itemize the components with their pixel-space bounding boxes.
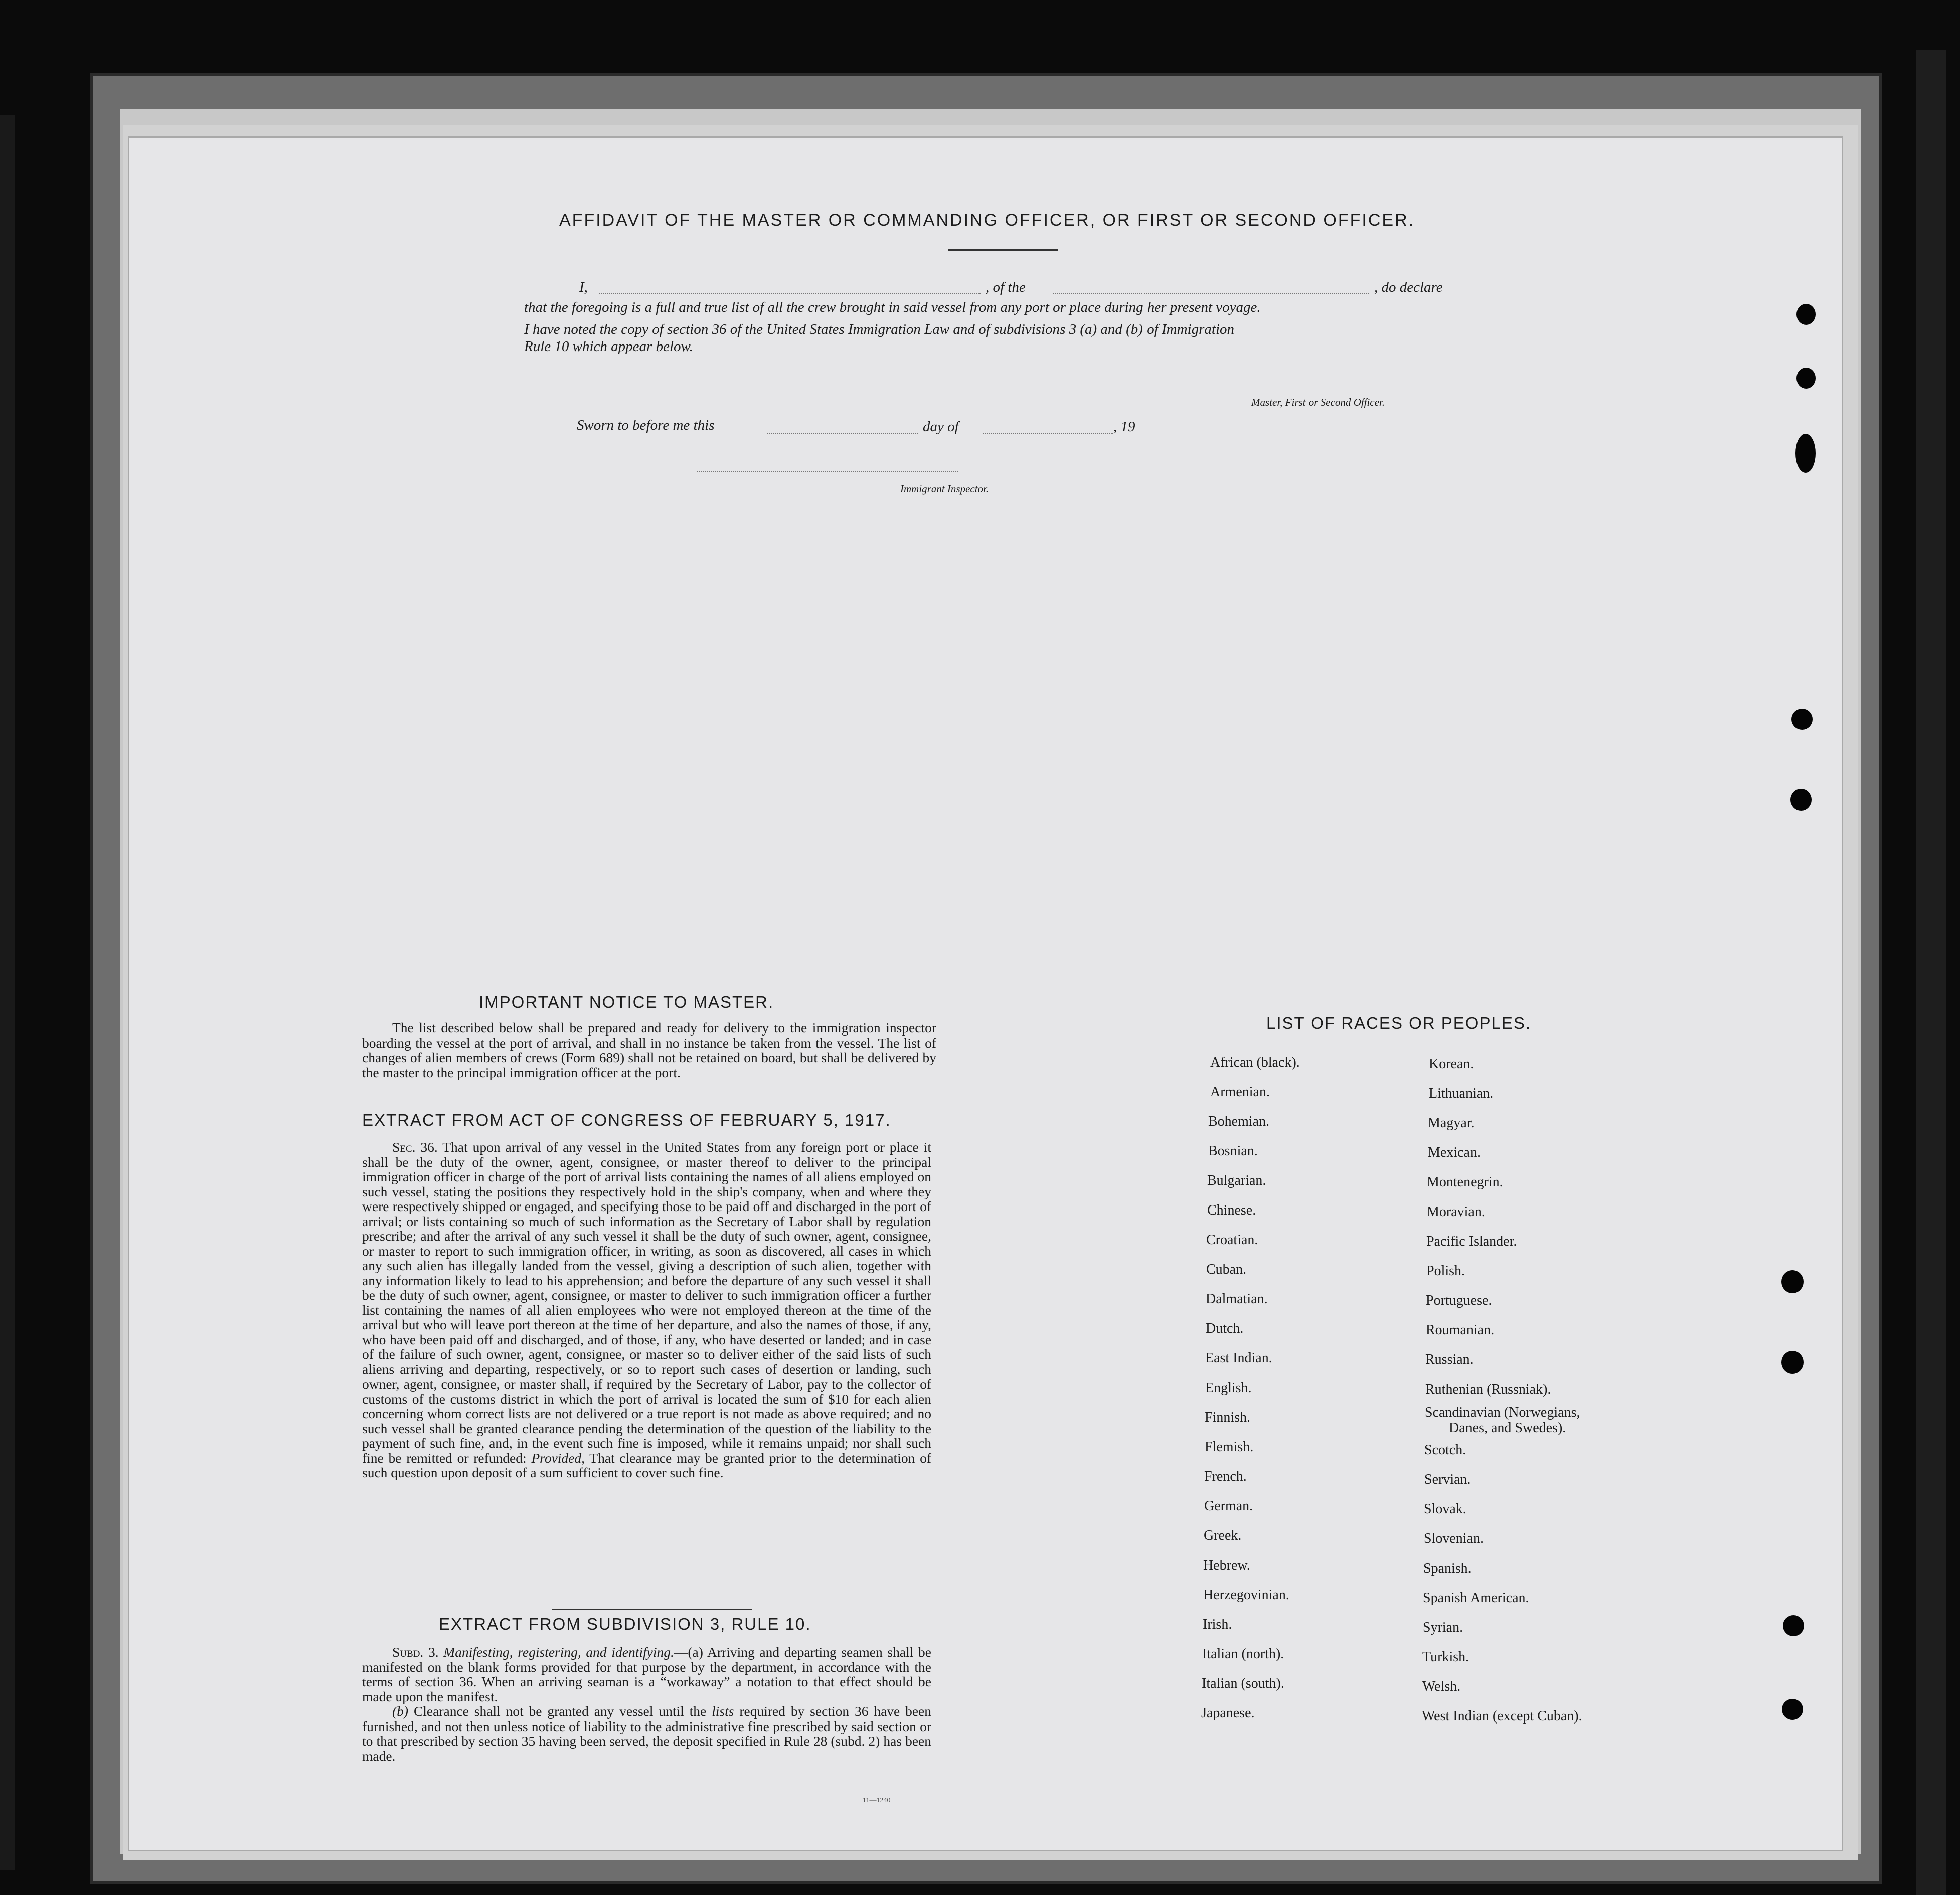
race-item: Italian (south). xyxy=(1202,1676,1284,1691)
race-item: Slovenian. xyxy=(1424,1531,1484,1546)
race-item: Dalmatian. xyxy=(1206,1291,1268,1307)
sworn-day-blank[interactable] xyxy=(767,433,918,434)
subdivision-title: Manifesting, registering, and identifying. xyxy=(443,1644,674,1660)
race-item: Dutch. xyxy=(1206,1321,1244,1336)
race-item: Scotch. xyxy=(1424,1442,1466,1458)
race-item: Irish. xyxy=(1203,1617,1232,1632)
binder-hole xyxy=(1796,368,1816,389)
race-item: Finnish. xyxy=(1205,1410,1251,1425)
binder-hole xyxy=(1791,709,1813,730)
race-item: English. xyxy=(1205,1380,1252,1396)
inspector-label: Immigrant Inspector. xyxy=(900,483,989,495)
race-item: Welsh. xyxy=(1422,1679,1461,1694)
paragraph-b-end: required by section 36 have been furnished, and not then unless notice of liability to the administrative fine prescribed by said section or to that prescribed by section 35 having been served, the deposit specified in Rule 28 (subd. 2) has been made. xyxy=(362,1703,932,1764)
provided-word: Provided, xyxy=(531,1450,585,1466)
race-item: Servian. xyxy=(1424,1472,1471,1487)
race-item: Cuban. xyxy=(1206,1262,1247,1277)
manifest-sheet xyxy=(128,136,1843,1851)
notice-paragraph: The list described below shall be prepared and ready for delivery to the immigration inspector boarding the vessel at the port of arrival, and shall in no instance be taken from the vessel. The list of changes of alien members of crews (Form 689) shall not be retained on board, but shall be delivered by the master to the principal immigration officer at the port. xyxy=(362,1020,936,1080)
affidavit-title: AFFIDAVIT OF THE MASTER OR COMMANDING OFFICER, OR FIRST OR SECOND OFFICER. xyxy=(559,211,1415,230)
race-item: Roumanian. xyxy=(1426,1322,1495,1338)
race-item: Armenian. xyxy=(1210,1084,1270,1100)
race-item: Scandinavian (Norwegians, xyxy=(1425,1405,1580,1420)
affidavit-line1-i: I, xyxy=(579,279,588,295)
affidavit-line3: I have noted the copy of section 36 of the United States Immigration Law and of subdivisions 3 (a) and (b) of Immigration xyxy=(524,321,1235,337)
race-item: Greek. xyxy=(1204,1528,1242,1543)
race-item: Slovak. xyxy=(1424,1501,1466,1517)
race-item: Hebrew. xyxy=(1203,1558,1250,1573)
race-item: Korean. xyxy=(1429,1056,1474,1072)
race-item: Flemish. xyxy=(1205,1439,1254,1455)
name-blank[interactable] xyxy=(599,293,981,294)
race-item: Pacific Islander. xyxy=(1426,1234,1517,1249)
race-item: Russian. xyxy=(1425,1352,1474,1367)
binder-hole xyxy=(1790,789,1812,811)
binder-hole xyxy=(1796,304,1816,325)
rule-text xyxy=(362,1645,931,1763)
race-item: Spanish American. xyxy=(1423,1590,1529,1606)
inspector-signature-blank[interactable] xyxy=(697,471,958,472)
sworn-prefix: Sworn to before me this xyxy=(577,417,715,433)
paragraph-a: —(a) Arriving and departing seamen shall be manifested on the blank forms provided for that purpose by the department, in accordance with the terms of section 36. When an arriving seaman is a “workaway” a notation to that effect should be made upon the manifest. xyxy=(362,1644,932,1704)
race-item: Spanish. xyxy=(1423,1561,1472,1576)
race-item: Danes, and Swedes). xyxy=(1449,1420,1566,1436)
binder-hole xyxy=(1783,1615,1804,1636)
race-item: Moravian. xyxy=(1427,1204,1485,1220)
act-heading: EXTRACT FROM ACT OF CONGRESS OF FEBRUARY 5, 1917. xyxy=(362,1111,891,1129)
act-paragraph: That upon arrival of any vessel in the United States from any foreign port or place it shall be the duty of the owner, agent, consignee, or master thereof to deliver to the principal immigration officer in charge of the port of arrival lists containing the names of all aliens employed on such vessel, stating the positions they respectively hold in the ship's company, when and where they were respectively shipped or engaged, and specifying those to be paid off and discharged in the port of arrival; or lists containing so much of such information as the Secretary of Labor shall by regulation prescribe; and after the arrival of any such vessel it shall be the duty of such owner, agent, consignee, or master to report to such immigration officer, in writing, as soon as discovered, all cases in which any such alien has illegally landed from the vessel, giving a description of such alien, together with any information likely to lead to his apprehension; and before the departure of any such vessel it shall be the duty of such owner, agent, consignee, or master to deliver to such immigration officer a further list containing the names of all alien employees who were not employed thereon at the time of the arrival but who will leave port thereon at the time of her departure, and also the names of those, if any, who have been paid off and discharged, and of those, if any, who have deserted or landed; and in case of the failure of such owner, agent, consignee, or master so to deliver either of the said lists of such aliens arriving and departing, respectively, or so to report such cases of desertion or landing, such owner, agent, consignee, or master shall, if required by the Secretary of Labor, pay to the collector of customs of the customs district in which the port of arrival is located the sum of $10 for each alien concerning whom correct lists are not delivered or a true report is not made as above required; and no such vessel shall be granted clearance pending the determination of the question of the liability to the payment of such fine, and, in the event such fine is imposed, while it remains unpaid; nor shall such fine be remitted or refunded: xyxy=(362,1139,931,1466)
race-item: Magyar. xyxy=(1428,1115,1475,1131)
left-edge-shadow xyxy=(0,115,15,1870)
rule-heading: EXTRACT FROM SUBDIVISION 3, RULE 10. xyxy=(439,1615,811,1633)
race-item: Polish. xyxy=(1426,1263,1465,1279)
race-item: French. xyxy=(1204,1469,1247,1484)
subdivision-label: Subd. 3. xyxy=(392,1644,439,1660)
notice-text xyxy=(362,1020,936,1080)
race-item: African (black). xyxy=(1210,1055,1300,1070)
sworn-year: , 19 xyxy=(1113,419,1135,435)
race-item: East Indian. xyxy=(1205,1350,1272,1366)
affidavit-line1-of: , of the xyxy=(986,279,1026,295)
race-item: Chinese. xyxy=(1207,1202,1256,1218)
race-item: Mexican. xyxy=(1428,1145,1481,1160)
race-item: Croatian. xyxy=(1206,1232,1258,1248)
race-item: West Indian (except Cuban). xyxy=(1422,1708,1582,1724)
affidavit-line1-declare: , do declare xyxy=(1374,279,1443,295)
race-item: Turkish. xyxy=(1422,1649,1469,1665)
sworn-day-of: day of xyxy=(923,419,959,435)
binder-hole xyxy=(1795,434,1816,473)
race-item: Lithuanian. xyxy=(1429,1086,1494,1101)
race-item: Syrian. xyxy=(1423,1620,1463,1635)
race-item: Japanese. xyxy=(1201,1705,1255,1721)
paragraph-b-label: (b) xyxy=(392,1703,409,1719)
act-text xyxy=(362,1140,931,1480)
affidavit-line4: Rule 10 which appear below. xyxy=(524,338,693,355)
race-item: Ruthenian (Russniak). xyxy=(1425,1382,1551,1397)
right-edge-strip xyxy=(1916,50,1946,1895)
rule-separator xyxy=(552,1609,752,1610)
affidavit-line2: that the foregoing is a full and true list of all the crew brought in said vessel from any port or place during her present voyage. xyxy=(524,299,1261,315)
paragraph-b-start: Clearance shall not be granted any vessel until the xyxy=(413,1703,707,1719)
binder-hole xyxy=(1782,1699,1803,1720)
race-item: Portuguese. xyxy=(1426,1293,1492,1308)
section-label: Sec. 36. xyxy=(392,1139,438,1155)
signature-label: Master, First or Second Officer. xyxy=(1251,396,1385,408)
binder-hole xyxy=(1781,1351,1804,1374)
form-code: 11—1240 xyxy=(863,1797,891,1804)
race-item: Montenegrin. xyxy=(1427,1174,1503,1190)
race-item: Italian (north). xyxy=(1202,1646,1284,1662)
notice-heading: IMPORTANT NOTICE TO MASTER. xyxy=(479,993,774,1011)
paragraph-b-lists: lists xyxy=(712,1703,734,1719)
binder-hole xyxy=(1781,1270,1804,1293)
race-item: Bulgarian. xyxy=(1207,1173,1266,1188)
act-paragraph-end: That clearance may be granted prior to the determination of such question upon deposit of a sum sufficient to cover such fine. xyxy=(362,1450,931,1480)
race-item: Bosnian. xyxy=(1208,1143,1258,1159)
vessel-blank[interactable] xyxy=(1053,293,1369,294)
title-rule xyxy=(948,249,1058,251)
race-item: Bohemian. xyxy=(1208,1114,1270,1129)
races-heading: LIST OF RACES OR PEOPLES. xyxy=(1266,1014,1532,1032)
race-item: German. xyxy=(1204,1498,1253,1514)
sworn-month-blank[interactable] xyxy=(983,433,1113,434)
race-item: Herzegovinian. xyxy=(1203,1587,1289,1603)
